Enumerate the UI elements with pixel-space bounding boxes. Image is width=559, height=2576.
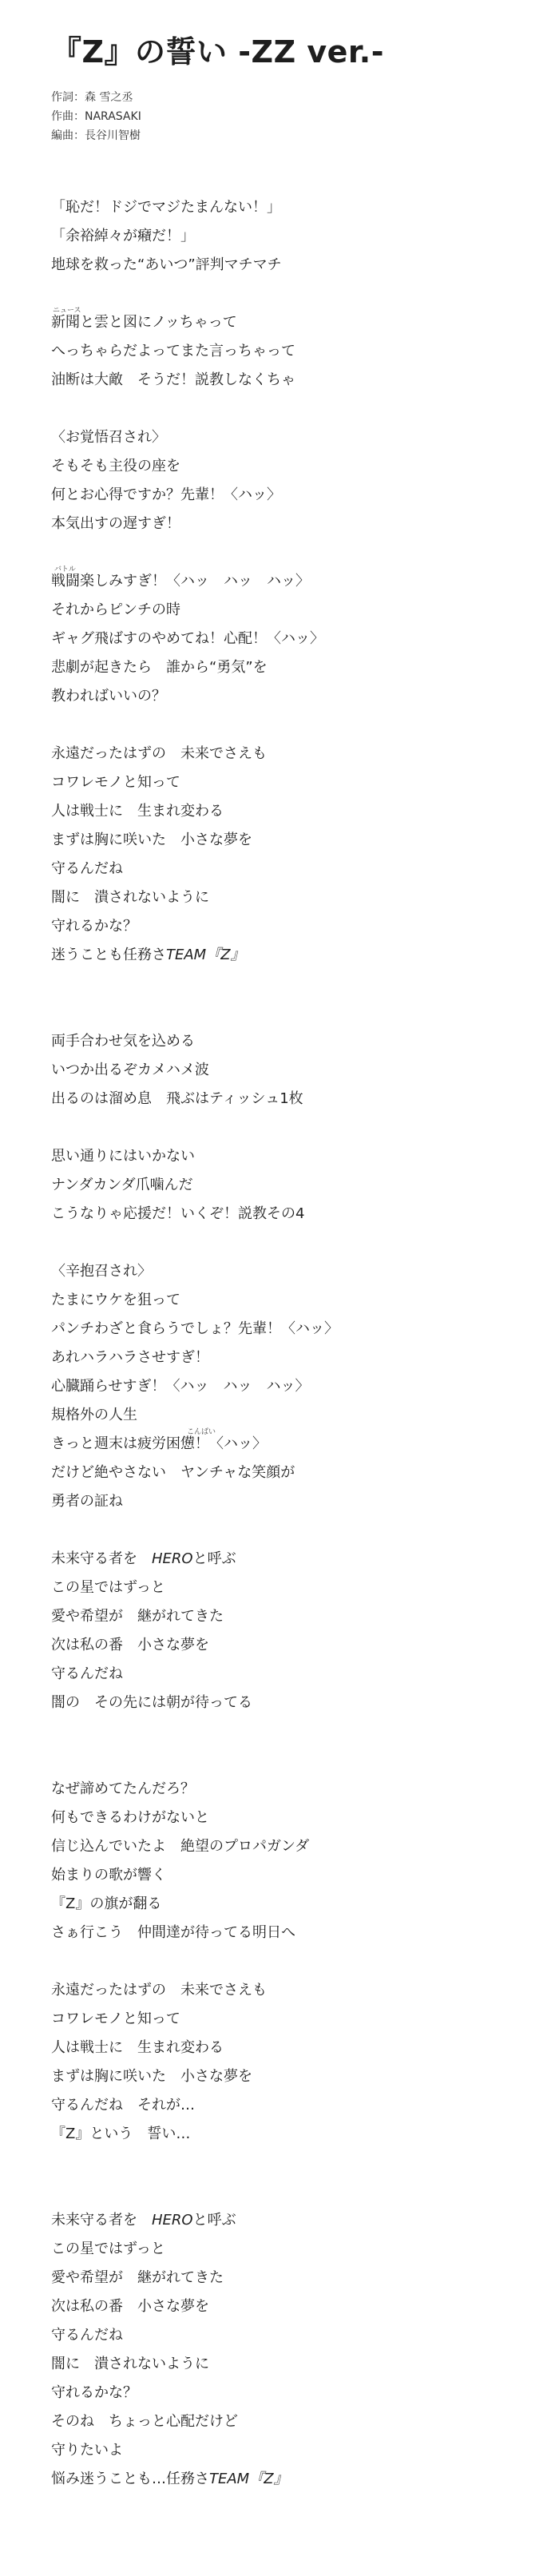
stanza xyxy=(51,1545,530,1717)
lyric-line: 守れるかな？ xyxy=(51,918,137,935)
lyric-line: 迷うことも任務さTEAM『Z』 xyxy=(51,947,245,963)
lyric-line: 何もできるわけがないと xyxy=(51,1809,209,1826)
lyric-line: まずは胸に咲いた 小さな夢を xyxy=(51,832,252,848)
lyric-line: 守るんだね それが… xyxy=(51,2097,195,2114)
lyric-line: 永遠だったはずの 未来でさえも xyxy=(51,745,267,762)
lyric-line: 未来守る者を HEROと呼ぶ xyxy=(51,2212,236,2229)
stanza xyxy=(51,740,530,970)
lyric-line: だけど絶やさない ヤンチャな笑顔が xyxy=(51,1464,295,1481)
lyric-line: 次は私の番 小さな夢を xyxy=(51,1637,209,1653)
lyric-line: 〈辛抱召され〉 xyxy=(51,1263,152,1280)
ruby-text: ニュース xyxy=(53,307,81,315)
lyric-line: 永遠だったはずの 未来でさえも xyxy=(51,1982,267,1998)
lyric-line: 始まりの歌が響く xyxy=(51,1867,166,1883)
stanza xyxy=(51,1257,530,1516)
lyric-line: 闇の その先には朝が待ってる xyxy=(51,1694,252,1711)
lyric-line: コワレモノと知って xyxy=(51,2010,180,2027)
lyric-line: 人は戦士に 生まれ変わる xyxy=(51,2039,224,2056)
arranger-credit: 編曲：長谷川智樹 xyxy=(51,129,141,142)
lyric-line: なぜ諦めてたんだろ？ xyxy=(51,1780,195,1797)
lyric-line: 両手合わせ気を込める xyxy=(51,1033,195,1050)
lyric-line: こんぱい きっと週末は疲労困憊！〈ハッ〉 xyxy=(51,1428,267,1452)
lyric-line: 「恥だ！ドジでマジたまんない！」 xyxy=(51,199,281,216)
lyric-line: 出るのは溜め息 飛ぶはティッシュ1枚 xyxy=(51,1090,303,1107)
lyric-line: ニュース 新聞と雲と図にノッちゃって xyxy=(51,307,237,331)
lyric-line: さぁ行こう 仲間達が待ってる明日へ xyxy=(51,1924,295,1941)
lyric-line: 本気出すの遅すぎ！ xyxy=(51,515,180,532)
lyric-line: 愛や希望が 継がれてきた xyxy=(51,2269,224,2286)
lyric-line: 次は私の番 小さな夢を xyxy=(51,2298,209,2315)
lyrics-body xyxy=(51,193,530,2494)
lyric-line: 思い通りにはいかない xyxy=(51,1148,195,1165)
lyric-line: そもそも主役の座を xyxy=(51,458,180,474)
lyric-line: 悩み迷うことも…任務さTEAM『Z』 xyxy=(51,2471,288,2487)
lyric-line: バトル 戦闘楽しみすぎ！〈ハッ ハッ ハッ〉 xyxy=(51,566,310,589)
lyric-line: 守るんだね xyxy=(51,860,123,877)
lyric-line: 闇に 潰されないように xyxy=(51,889,209,906)
lyric-line: 地球を救った“あいつ”評判マチマチ xyxy=(51,256,282,273)
lyric-line: 悲劇が起きたら 誰から“勇気”を xyxy=(51,659,268,676)
lyric-line: この星ではずっと xyxy=(51,2241,165,2257)
lyric-line: 守れるかな？ xyxy=(51,2384,137,2401)
lyric-line: 油断は大敵 そうだ！説教しなくちゃ xyxy=(51,371,295,388)
stanza xyxy=(51,1976,530,2149)
lyricist-credit: 作詞：森 雪之丞 xyxy=(51,91,133,104)
lyric-line: 守るんだね xyxy=(51,1665,123,1682)
lyrics-page xyxy=(51,32,530,2494)
stanza xyxy=(51,567,530,711)
lyric-line: 心臓踊らせすぎ！〈ハッ ハッ ハッ〉 xyxy=(51,1378,310,1395)
lyric-line: 教わればいいの？ xyxy=(51,688,166,705)
stanza xyxy=(51,2206,530,2494)
lyric-line: 守るんだね xyxy=(51,2327,123,2344)
lyric-line: 信じ込んでいたよ 絶望のプロパガンダ xyxy=(51,1838,310,1855)
lyric-line: それからピンチの時 xyxy=(51,601,180,618)
lyric-line: パンチわざと食らうでしょ？先輩！〈ハッ〉 xyxy=(51,1320,339,1337)
composer-credit: 作曲：NARASAKI xyxy=(51,110,141,123)
lyric-line: たまにウケを狙って xyxy=(51,1292,180,1308)
lyric-line: 守りたいよ xyxy=(51,2442,123,2459)
lyric-line: いつか出るぞカメハメ波 xyxy=(51,1062,209,1078)
song-title: 『Z』の誓い -ZZ ver.- xyxy=(51,34,384,69)
lyric-line: この星ではずっと xyxy=(51,1579,165,1596)
lyric-line: ギャグ飛ばすのやめてね！心配！〈ハッ〉 xyxy=(51,630,324,647)
lyric-line: 〈お覚悟召され〉 xyxy=(51,429,166,446)
lyric-line: 「余裕綽々が癪だ！」 xyxy=(51,228,195,244)
ruby-text: バトル xyxy=(54,566,76,574)
stanza xyxy=(51,1775,530,1947)
lyric-line: 愛や希望が 継がれてきた xyxy=(51,1608,224,1625)
lyric-line: 規格外の人生 xyxy=(51,1407,137,1423)
lyric-line: 『Z』の旗が翻る xyxy=(51,1895,162,1912)
lyric-line: あれハラハラさせすぎ！ xyxy=(51,1349,209,1366)
stanza xyxy=(51,193,530,280)
lyric-line: そのね ちょっと心配だけど xyxy=(51,2413,238,2430)
stanza xyxy=(51,1027,530,1113)
stanza xyxy=(51,423,530,538)
stanza xyxy=(51,1142,530,1228)
lyric-line: 闇に 潰されないように xyxy=(51,2356,209,2372)
lyric-line: 人は戦士に 生まれ変わる xyxy=(51,803,224,820)
lyric-line: ナンダカンダ爪噛んだ xyxy=(51,1177,193,1193)
lyric-line: まずは胸に咲いた 小さな夢を xyxy=(51,2068,252,2085)
lyric-line: 『Z』という 誓い… xyxy=(51,2125,191,2142)
lyric-line: こうなりゃ応援だ！いくぞ！説教その4 xyxy=(51,1205,305,1222)
lyric-line: コワレモノと知って xyxy=(51,774,180,791)
lyric-line: 未来守る者を HEROと呼ぶ xyxy=(51,1550,236,1567)
stanza xyxy=(51,308,530,395)
credits xyxy=(51,88,530,145)
lyric-line: へっちゃらだよってまた言っちゃって xyxy=(51,343,295,359)
lyric-line: 何とお心得ですか？先輩！〈ハッ〉 xyxy=(51,486,281,503)
ruby-text: こんぱい xyxy=(187,1428,216,1436)
lyric-line: 勇者の証ね xyxy=(51,1493,123,1510)
